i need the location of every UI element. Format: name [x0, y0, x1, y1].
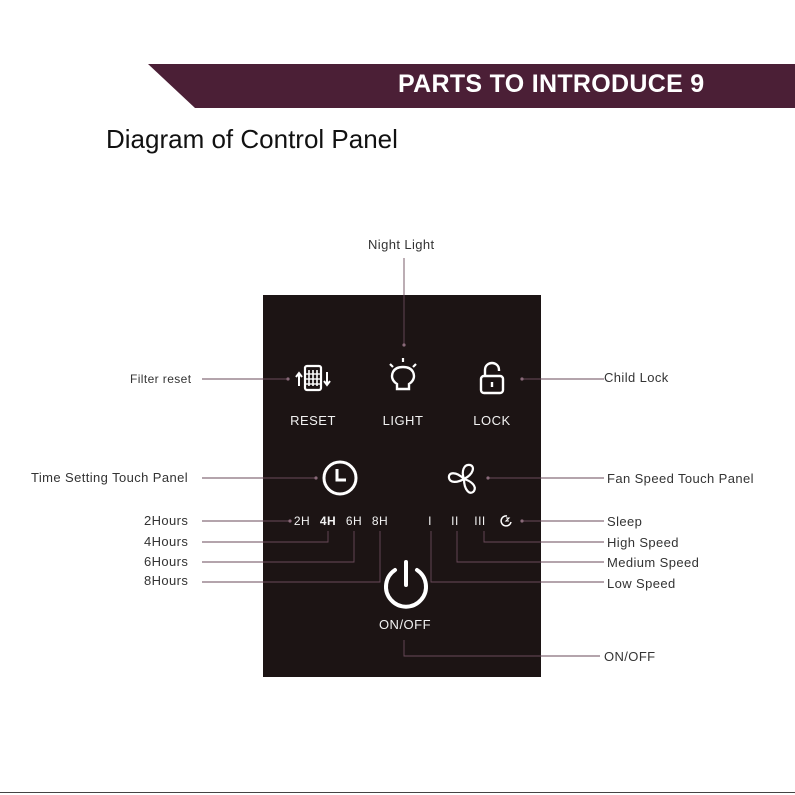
callout-4hours: 4Hours: [144, 534, 189, 549]
callout-onoff: ON/OFF: [604, 649, 656, 664]
lock-button-label: LOCK: [473, 413, 511, 428]
callout-night-light: Night Light: [368, 237, 435, 252]
callout-6hours: 6Hours: [144, 554, 189, 569]
speed-medium-button[interactable]: II: [451, 514, 459, 528]
callout-high-speed: High Speed: [607, 535, 679, 550]
timer-4h-button[interactable]: 4H: [319, 514, 337, 528]
callout-sleep: Sleep: [607, 514, 643, 529]
callout-8hours: 8Hours: [144, 573, 189, 588]
callout-fan-speed: Fan Speed Touch Panel: [607, 471, 754, 486]
callout-child-lock: Child Lock: [604, 370, 669, 385]
callout-low-speed: Low Speed: [607, 576, 676, 591]
timer-2h-button[interactable]: 2H: [293, 514, 311, 528]
onoff-button-label: ON/OFF: [378, 617, 432, 632]
callout-time-setting: Time Setting Touch Panel: [31, 470, 189, 485]
timer-6h-button[interactable]: 6H: [345, 514, 363, 528]
speed-low-button[interactable]: I: [428, 514, 432, 528]
speed-high-button[interactable]: III: [474, 514, 486, 528]
callout-medium-speed: Medium Speed: [607, 555, 700, 570]
callout-2hours: 2Hours: [144, 513, 189, 528]
reset-button-label: RESET: [290, 413, 336, 428]
page-title: Diagram of Control Panel: [106, 124, 398, 154]
banner-title: PARTS TO INTRODUCE 9: [398, 70, 705, 98]
bottom-divider: [0, 792, 795, 793]
timer-8h-button[interactable]: 8H: [371, 514, 389, 528]
light-button-label: LIGHT: [382, 413, 424, 428]
callout-filter-reset: Filter reset: [130, 372, 192, 386]
